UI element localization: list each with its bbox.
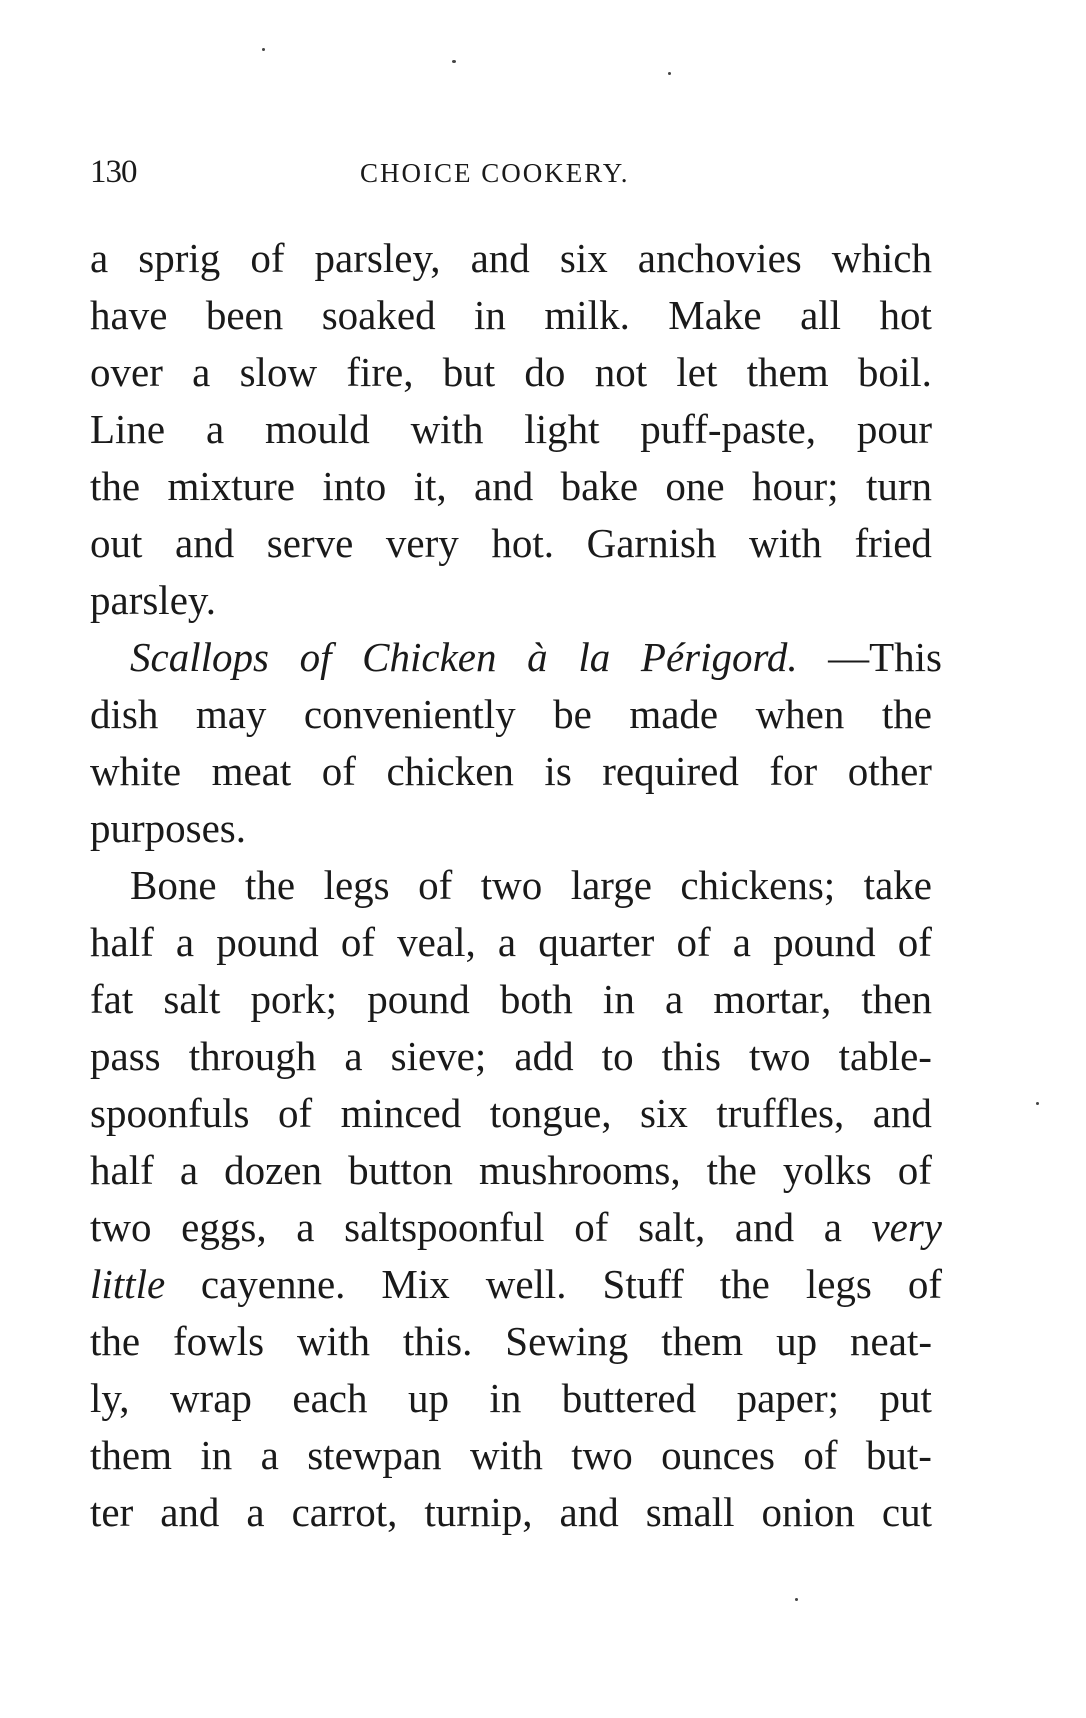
word: this bbox=[661, 1033, 721, 1079]
word: yolks bbox=[782, 1147, 872, 1193]
word: required bbox=[602, 748, 739, 794]
word: of bbox=[250, 235, 285, 281]
word: it, bbox=[413, 463, 447, 509]
word: a bbox=[179, 1147, 199, 1193]
word: two bbox=[749, 1033, 811, 1079]
text-line bbox=[90, 686, 932, 743]
word: and bbox=[175, 520, 235, 566]
word: then bbox=[861, 976, 932, 1022]
word: in bbox=[474, 292, 506, 338]
word: spoonfuls bbox=[90, 1090, 250, 1136]
word: of bbox=[277, 1090, 313, 1136]
text-line bbox=[90, 1028, 932, 1085]
word: other bbox=[847, 748, 932, 794]
paper-speck bbox=[452, 60, 456, 63]
text-segment: two eggs, a saltspoonful of salt, and a bbox=[90, 1204, 843, 1250]
word: a bbox=[90, 235, 109, 281]
word: which bbox=[831, 235, 932, 281]
word: them bbox=[90, 1432, 172, 1478]
word: with bbox=[749, 520, 822, 566]
text-line bbox=[90, 458, 932, 515]
word: quarter bbox=[538, 919, 655, 965]
word: large bbox=[570, 862, 652, 908]
word: through bbox=[188, 1033, 317, 1079]
word: tongue, bbox=[489, 1090, 612, 1136]
word: to bbox=[601, 1033, 634, 1079]
word: over bbox=[90, 349, 163, 395]
word: do bbox=[524, 349, 566, 395]
text-line bbox=[90, 1370, 932, 1427]
word: chickens; bbox=[680, 862, 836, 908]
word: a bbox=[175, 919, 195, 965]
italic-segment: very bbox=[871, 1204, 942, 1250]
word: with bbox=[410, 406, 484, 452]
word: out bbox=[90, 520, 143, 566]
text-segment: —This bbox=[828, 634, 942, 680]
word: with bbox=[469, 1432, 543, 1478]
word: mushrooms, bbox=[478, 1147, 681, 1193]
text-line bbox=[90, 629, 942, 686]
word: Bone bbox=[130, 862, 217, 908]
word: hot bbox=[879, 292, 932, 338]
text-line bbox=[90, 1256, 942, 1313]
word: in bbox=[602, 976, 635, 1022]
word: pour bbox=[856, 406, 932, 452]
text-line bbox=[90, 743, 932, 800]
word: the bbox=[90, 463, 141, 509]
word: of bbox=[897, 1147, 932, 1193]
word: one bbox=[665, 463, 725, 509]
word: fat bbox=[90, 976, 134, 1022]
word: Make bbox=[668, 292, 762, 338]
word: half bbox=[90, 1147, 154, 1193]
word: dish bbox=[90, 691, 159, 737]
word: add bbox=[514, 1033, 574, 1079]
text-line bbox=[90, 287, 932, 344]
word: of bbox=[676, 919, 711, 965]
word: neat- bbox=[850, 1318, 932, 1364]
word: mould bbox=[264, 406, 370, 452]
word: mortar, bbox=[713, 976, 832, 1022]
word: very bbox=[385, 520, 459, 566]
word: of bbox=[897, 919, 932, 965]
word: and bbox=[160, 1489, 220, 1535]
word: paper; bbox=[736, 1375, 840, 1421]
word: of bbox=[321, 748, 356, 794]
word: minced bbox=[340, 1090, 462, 1136]
word: mixture bbox=[167, 463, 296, 509]
word: and bbox=[474, 463, 534, 509]
word: boil. bbox=[857, 349, 932, 395]
word: ounces bbox=[661, 1432, 775, 1478]
word: up bbox=[776, 1318, 818, 1364]
word: a bbox=[205, 406, 225, 452]
word: them bbox=[661, 1318, 744, 1364]
word: take bbox=[863, 862, 932, 908]
word: not bbox=[594, 349, 648, 395]
word: pass bbox=[90, 1033, 161, 1079]
word: and bbox=[559, 1489, 619, 1535]
word: Garnish bbox=[586, 520, 717, 566]
word: pound bbox=[216, 919, 319, 965]
word: the bbox=[706, 1147, 757, 1193]
text-line bbox=[90, 1484, 932, 1541]
text-line bbox=[90, 1313, 932, 1370]
word: Sewing bbox=[505, 1318, 629, 1364]
word: table- bbox=[838, 1033, 932, 1079]
text-line bbox=[90, 1427, 932, 1484]
word: purposes. bbox=[90, 805, 247, 851]
word: but- bbox=[865, 1432, 932, 1478]
italic-segment: little bbox=[90, 1261, 166, 1307]
word: of bbox=[418, 862, 453, 908]
word: in bbox=[200, 1432, 233, 1478]
word: wrap bbox=[169, 1375, 252, 1421]
word: them bbox=[746, 349, 829, 395]
text-line bbox=[90, 971, 932, 1028]
italic-segment: Scallops of Chicken à la Périgord. bbox=[130, 634, 798, 680]
text-line bbox=[90, 344, 932, 401]
page-header bbox=[90, 154, 932, 204]
word: slow bbox=[239, 349, 318, 395]
word: let bbox=[676, 349, 718, 395]
word: this. bbox=[402, 1318, 473, 1364]
word: a bbox=[344, 1033, 363, 1079]
word: a bbox=[260, 1432, 279, 1478]
text-line bbox=[90, 857, 932, 914]
word: buttered bbox=[561, 1375, 697, 1421]
text-line bbox=[90, 401, 932, 458]
text-line bbox=[90, 515, 932, 572]
word: the bbox=[90, 1318, 141, 1364]
word: Line bbox=[90, 406, 166, 452]
word: a bbox=[664, 976, 684, 1022]
word: puff-paste, bbox=[640, 406, 817, 452]
word: a bbox=[732, 919, 751, 965]
word: the bbox=[881, 691, 932, 737]
word: ter bbox=[90, 1489, 134, 1535]
word: fried bbox=[854, 520, 932, 566]
paper-speck bbox=[1036, 1102, 1039, 1105]
word: fire, bbox=[346, 349, 414, 395]
text-line bbox=[90, 1199, 942, 1256]
text-line bbox=[90, 230, 932, 287]
text-segment: cayenne. Mix well. Stuff the legs of bbox=[200, 1261, 942, 1307]
word: chicken bbox=[386, 748, 514, 794]
word: small bbox=[645, 1489, 735, 1535]
word: and bbox=[470, 235, 530, 281]
word: cut bbox=[881, 1489, 932, 1535]
word: for bbox=[769, 748, 818, 794]
word: truffles, bbox=[716, 1090, 845, 1136]
word: pork; bbox=[250, 976, 338, 1022]
word: may bbox=[195, 691, 267, 737]
word: a bbox=[497, 919, 517, 965]
word: of bbox=[340, 919, 376, 965]
word: milk. bbox=[544, 292, 630, 338]
page-number: 130 bbox=[90, 154, 137, 190]
word: but bbox=[442, 349, 496, 395]
word: sprig bbox=[138, 235, 221, 281]
word: been bbox=[205, 292, 284, 338]
word: is bbox=[544, 748, 572, 794]
word: when bbox=[755, 691, 845, 737]
word: be bbox=[553, 691, 592, 737]
word: hour; bbox=[752, 463, 839, 509]
word: bake bbox=[560, 463, 639, 509]
word: dozen bbox=[224, 1147, 323, 1193]
word: turnip, bbox=[424, 1489, 533, 1535]
paper-speck bbox=[795, 1598, 798, 1601]
word: light bbox=[524, 406, 600, 452]
word: two bbox=[480, 862, 543, 908]
word: anchovies bbox=[637, 235, 802, 281]
text-line bbox=[90, 800, 932, 857]
word: put bbox=[879, 1375, 932, 1421]
word: with bbox=[297, 1318, 370, 1364]
word: pound bbox=[773, 919, 876, 965]
word: six bbox=[559, 235, 608, 281]
word: up bbox=[407, 1375, 449, 1421]
word: meat bbox=[211, 748, 292, 794]
word: into bbox=[322, 463, 387, 509]
word: parsley, bbox=[314, 235, 441, 281]
word: in bbox=[489, 1375, 522, 1421]
word: each bbox=[292, 1375, 368, 1421]
word: and bbox=[872, 1090, 932, 1136]
word: soaked bbox=[321, 292, 436, 338]
word: have bbox=[90, 292, 168, 338]
word: pound bbox=[367, 976, 470, 1022]
word: all bbox=[800, 292, 842, 338]
running-head: CHOICE COOKERY. bbox=[360, 158, 630, 188]
word: of bbox=[803, 1432, 838, 1478]
word: white bbox=[90, 748, 182, 794]
body-text bbox=[90, 230, 942, 1541]
word: fowls bbox=[173, 1318, 265, 1364]
word: serve bbox=[266, 520, 354, 566]
word: onion bbox=[761, 1489, 855, 1535]
word: the bbox=[245, 862, 296, 908]
word: parsley. bbox=[90, 577, 216, 623]
word: both bbox=[499, 976, 573, 1022]
word: turn bbox=[865, 463, 932, 509]
word: conveniently bbox=[303, 691, 516, 737]
word: stewpan bbox=[307, 1432, 442, 1478]
word: a bbox=[246, 1489, 265, 1535]
word: half bbox=[90, 919, 154, 965]
text-line bbox=[90, 1085, 932, 1142]
word: hot. bbox=[491, 520, 555, 566]
text-line bbox=[90, 914, 932, 971]
paper-speck bbox=[668, 72, 671, 75]
word: carrot, bbox=[291, 1489, 398, 1535]
word: salt bbox=[163, 976, 221, 1022]
text-line bbox=[90, 572, 932, 629]
word: made bbox=[629, 691, 719, 737]
word: a bbox=[192, 349, 211, 395]
word: six bbox=[640, 1090, 688, 1136]
word: veal, bbox=[397, 919, 476, 965]
word: ly, bbox=[90, 1375, 130, 1421]
word: sieve; bbox=[390, 1033, 487, 1079]
paper-speck bbox=[262, 48, 265, 51]
word: two bbox=[571, 1432, 633, 1478]
word: button bbox=[348, 1147, 453, 1193]
word: legs bbox=[323, 862, 390, 908]
text-line bbox=[90, 1142, 932, 1199]
